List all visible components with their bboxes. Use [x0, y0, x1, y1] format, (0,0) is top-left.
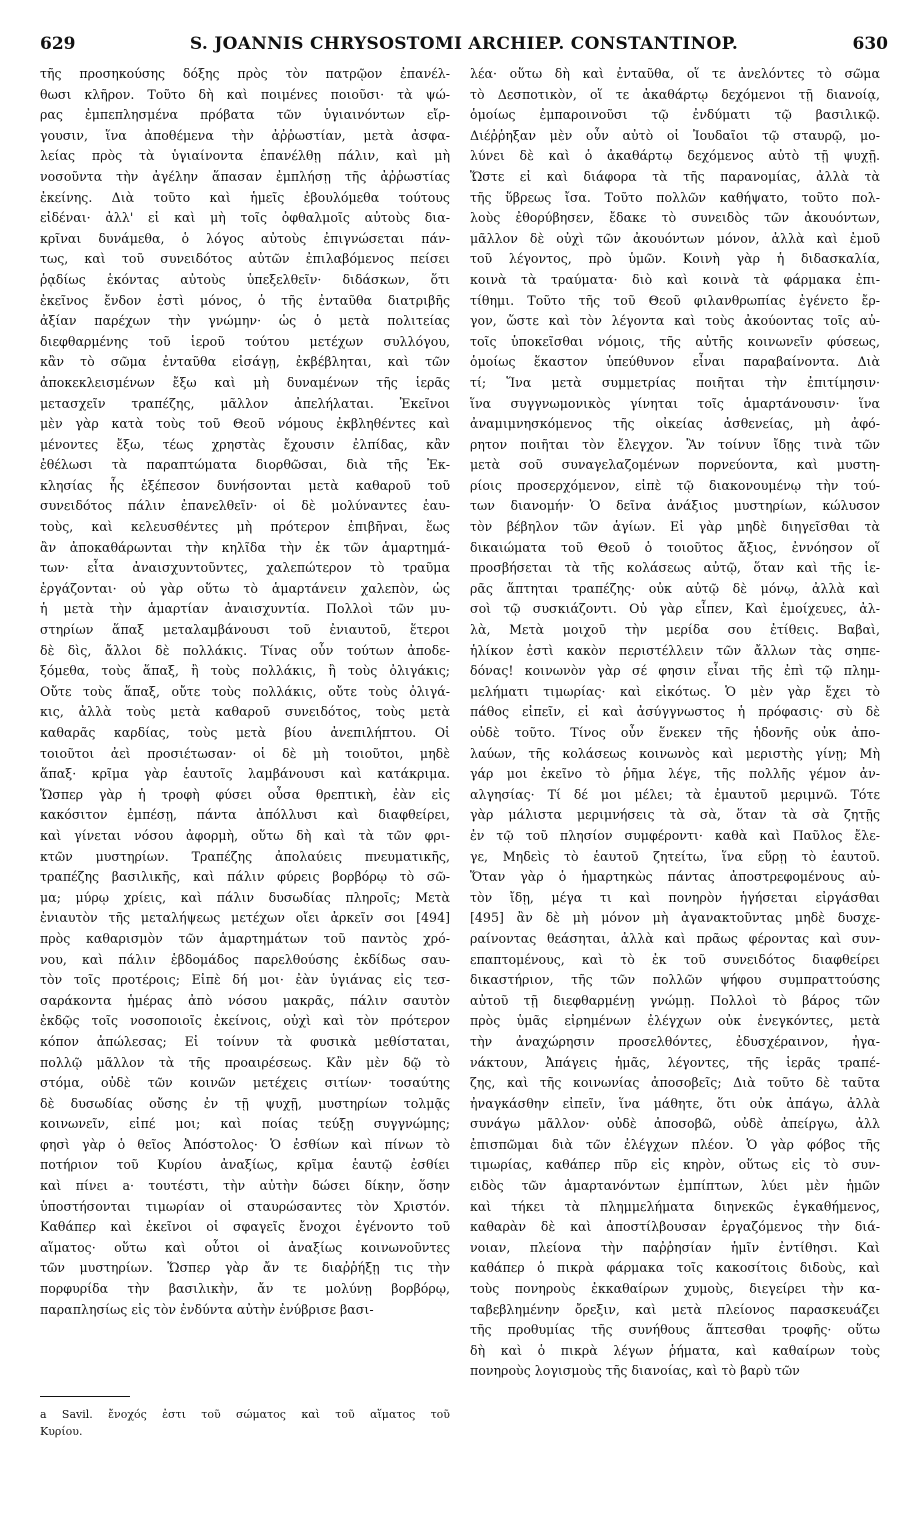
text-line: πονηροὺς λογισμοὺς τῆς διανοίας, καὶ τὸ βαρὺ τῶν — [470, 1363, 800, 1379]
text-line: τῆς προσηκούσης δόξης πρὸς τὸν πατρῷον ἐπανέλ- — [40, 66, 450, 81]
text-line: τῆς προθυμίας τῆς συνήθους ἅπτεσθαι τροφῆς· οὕτω — [470, 1322, 880, 1338]
text-line: ζης, καὶ τῆς κοινωνίας ἀποσοβεῖς; Διὰ τοῦτο δὲ ταῦτα — [470, 1075, 880, 1091]
text-line: ὁμοίως ἐμπαροινοῦσι τῷ ἐνδύματι τῷ βασιλικῷ. — [470, 107, 880, 123]
text-line: γὰρ μάλιστα μεριμνήσεις τὰ σὰ, ὅταν τὰ σὰ ζητῇς — [470, 807, 880, 823]
text-line: νοσοῦντα τὴν ἀγέλην ἅπασαν ἐμπλήσῃ τῆς ἀῤῥωστίας — [40, 168, 450, 184]
left-column — [40, 64, 450, 1320]
text-line: δὲ δυσωδίας οὔσης ἐν τῇ ψυχῇ, μυστηρίων τολμᾷς — [40, 1095, 450, 1111]
text-line: παραπλησίως εἰς τὸν ἐνδύντα αὐτὴν ἐνύβρισε βασι- — [40, 1301, 374, 1317]
text-line: νου, καὶ πάλιν ἑβδομάδος παρελθούσης ἐκδίδως σαυ- — [40, 951, 450, 967]
text-line: ρας ἐμπεπλησμένα πρόβατα τῶν ὑγιαινόντων εἴρ- — [40, 107, 450, 123]
text-line: πάθος εἰπεῖν, εἰ καὶ ἀσύγγνωστος ἡ πρόφασις· σὺ δὲ — [470, 704, 880, 720]
text-line: των· εἶτα ἀναισχυντοῦντες, χαλεπώτερον τὸ τραῦμα — [40, 560, 450, 576]
text-line: κἂν τὸ σῶμα ἐνταῦθα εἰσάγῃ, ἐκβέβληται, καὶ τῶν — [40, 354, 450, 370]
text-line: τοιοῦτοι ἀεὶ προσιέτωσαν· οἱ δὲ μὴ τοιοῦτοι, μηδὲ — [40, 745, 450, 761]
text-line: λὰ, Μετὰ μοιχοῦ τὴν μερίδα σου ἐτίθεις. Βαβαὶ, — [470, 622, 880, 638]
text-line: ἐνιαυτὸν τῆς μεταλήψεως μετέχων οἴει ἀρκεῖν σοι [494] — [40, 910, 450, 926]
text-line: αλγησίας· Τί δέ μοι μέλει; τὰ ἐμαυτοῦ μεριμνῶ. Τότε — [470, 786, 880, 802]
text-line: ρᾶς ἅπτηται τραπέζης· οὐκ αὐτῷ δὲ μόνῳ, ἀλλὰ καὶ — [470, 580, 880, 596]
text-line: λύνει δὲ καὶ ὁ ἀκαθάρτῳ δεχόμενος αὐτὸ τῇ ψυχῇ. — [470, 148, 880, 164]
text-line: στηρίων ἅπαξ μεταλαμβάνουσι τοῦ ἐνιαυτοῦ, ἕτεροι — [40, 622, 450, 638]
text-line: των διανομήν· Ὁ δεῖνα ἀνάξιος μυστηρίων, κώλυσον — [470, 498, 880, 514]
text-line: ἐπισπῶμαι διὰ τῶν ἐλέγχων πλέον. Ὁ γὰρ φόβος τῆς — [470, 1136, 880, 1152]
footnote-rule — [40, 1396, 130, 1397]
text-line: ἐργάζονται· οὐ γὰρ οὕτω τὸ ἁμαρτάνειν χαλεπὸν, ὡς — [40, 580, 450, 596]
text-line: ῥᾳδίως ἑκόντας αὐτοὺς ὑπεξελθεῖν· διδάσκων, ὅτι — [40, 271, 450, 287]
text-line: πρὸς ὑμᾶς εἰρημένων ἐλέγχων οὐκ ἐνεγκόντες, μετὰ — [470, 1013, 880, 1029]
text-line: καὶ πίνει a· τουτέστι, τὴν αὐτὴν δώσει δίκην, ὅσην — [40, 1178, 450, 1194]
text-line: δικαιώματα τοῦ Θεοῦ ὁ τοιοῦτος ἄξιος, ἐννόησον οἵ — [470, 539, 880, 555]
text-line: μὲν γὰρ κατὰ τοὺς τοῦ Θεοῦ νόμους ἐκβληθέντες καὶ — [40, 416, 450, 432]
text-line: ἡλίκον ἐστὶ κακὸν περιστέλλειν τῶν ἄλλων τὰς σηπε- — [470, 642, 880, 658]
text-line: αὐτοῦ τῇ διεφθαρμένῃ γνώμῃ. Πολλοὶ τὸ βάρος τῶν — [470, 992, 880, 1008]
text-line: τιμωρίας, καθάπερ πῦρ εἰς κηρὸν, οὕτως εἰς τὸ συν- — [470, 1157, 880, 1173]
text-line: ἐκδῷς τοῖς νοσοποιοῖς ἐκείνοις, οὐχὶ καὶ τὸν πρότερον — [40, 1013, 450, 1029]
text-line: ειδὸς τῶν ἁμαρτανόντων ἐμπίπτων, λύει μὲν ἡμῶν — [470, 1178, 880, 1194]
text-line: τὴν ἀναχώρησιν προσελθόντες, ἐδυσχέραινον, ἠγα- — [470, 1033, 880, 1049]
text-line: ἡ μετὰ τὴν ἁμαρτίαν ἀναισχυντία. Πολλοὶ τῶν μυ- — [40, 601, 450, 617]
text-line: λοὺς ἐθορύβησεν, ἔδακε τὸ συνειδὸς τῶν ἀκουόντων, — [470, 210, 880, 226]
text-line: κακόσιτον ἐμπέσῃ, πάντα ἀπόλλυσι καὶ διαφθείρει, — [40, 807, 450, 823]
text-line: Ὅταν γὰρ ὁ ἡμαρτηκὼς πάντας ἀποστρεφομένους αὐ- — [470, 869, 880, 885]
text-line: σοὶ τῷ συσκιάζοντι. Οὐ γὰρ εἶπεν, Καὶ ἐμοίχευες, ἀλ- — [470, 601, 880, 617]
text-line: ἠναγκάσθην εἰπεῖν, ἵνα μάθητε, ὅτι οὐκ ἀπάγω, ἀλλὰ — [470, 1095, 880, 1111]
text-line: λαύων, τῆς κολάσεως κοινωνὸς καὶ μεριστὴς γίνῃ; Μὴ — [470, 745, 880, 761]
text-line: ὁμοίως ἕκαστον ὑπεύθυνον εἶναι παραβαίνοντα. Διὰ — [470, 354, 880, 370]
text-line: ἐν τῷ τοῦ πλησίον συμφέροντι· καθὰ καὶ Παῦλος ἔλε- — [470, 827, 880, 843]
text-line: οὐδὲ τοῦτο. Τίνος οὖν ἕνεκεν τῆς ἡδονῆς οὐκ ἀπο- — [470, 725, 880, 740]
text-line: ἀξίαν παρέχων τὴν γνώμην· ὡς ὁ μετὰ πολιτείας — [40, 313, 450, 329]
text-line: πολλῷ μᾶλλον τὰ τῆς προαιρέσεως. Κἂν μὲν δῷ τὸ — [40, 1054, 450, 1070]
text-line: δὲ δὶς, ἄλλοι δὲ πολλάκις. Τίνας οὖν τούτων ἀποδε- — [40, 642, 450, 658]
text-line: γε, Μηδεὶς τὸ ἑαυτοῦ ζητείτω, ἵνα εὕρῃ τὸ ἑαυτοῦ. — [470, 848, 880, 864]
text-line: νοιαν, πλείονα τὴν παῤῥησίαν ἡμῖν ἐντίθησι. Καὶ — [470, 1239, 880, 1255]
text-line: ἀναμιμνησκόμενος τῆς οἰκείας ἀσθενείας, μὴ ἀφό- — [470, 416, 880, 432]
footnote-line: Κυρίου. — [40, 1425, 83, 1438]
page-number-left: 629 — [40, 34, 76, 54]
text-line: γουσιν, ἵνα ἀποθέμενα τὴν ἀῤῥωστίαν, μετὰ ἀσφα- — [40, 127, 450, 143]
text-line: στόμα, οὐδὲ τῶν κοινῶν μετέχεις σιτίων· τοσαύτης — [40, 1075, 450, 1091]
text-line: συνειδότος πάλιν ἐπανελθεῖν· οἱ δὲ μολύναντες ἑαυ- — [40, 498, 450, 514]
text-line: πρὸς καθαρισμὸν τῶν ἁμαρτημάτων τοῦ παντὸς χρό- — [40, 930, 450, 946]
text-line: γάρ μοι ἐκεῖνο τὸ ῥῆμα λέγε, τῆς πολλῆς γέμον ἀν- — [470, 766, 880, 782]
text-line: τοῦ λέγοντος, πρὸ ὑμῶν. Κοινὴ γὰρ ἡ διδασκαλία, — [470, 251, 880, 267]
text-line: ἅπαξ· κρῖμα γὰρ ἑαυτοῖς λαμβάνουσι καὶ κατάκριμα. — [40, 766, 450, 782]
text-line: μετασχεῖν τραπέζης, μᾶλλον ἀπελήλαται. Ἐκεῖνοι — [40, 395, 450, 411]
text-line: τῶν μυστηρίων. Ὥσπερ γὰρ ἄν τε διαῤῥήξῃ τις τὴν — [40, 1260, 450, 1276]
text-line: τὸν ἴδῃ, μέγα τι καὶ πονηρὸν ἡγήσεται εἰργάσθαι — [470, 889, 880, 905]
text-line: λέα· οὕτω δὴ καὶ ἐνταῦθα, οἵ τε ἀνελόντες τὸ σῶμα — [470, 66, 880, 81]
running-header — [40, 34, 888, 56]
text-line: ρίοις προσερχόμενον, εἰπὲ τῷ διακονουμένῳ τὴν τού- — [470, 477, 880, 493]
text-line: ποτήριον τοῦ Κυρίου ἀναξίως, κρῖμα ἑαυτῷ ἐσθίει — [40, 1157, 450, 1173]
text-line: αἵματος· οὕτω καὶ οὗτοι οἱ ἀναξίως κοινωνοῦντες — [40, 1239, 450, 1255]
text-line: θωσι κλῆρον. Τοῦτο δὴ καὶ ποιμένες ποιοῦσι· τὰ ψώ- — [40, 86, 450, 102]
text-line: τὸν βέβηλον τῶν ἁγίων. Εἰ γὰρ μηδὲ διηγεῖσθαι τὰ — [470, 519, 880, 535]
text-line: Οὔτε τοὺς ἅπαξ, οὔτε τοὺς πολλάκις, οὔτε τοὺς ὀλιγά- — [40, 683, 450, 699]
text-line: επαπτομένους, καὶ τὸ ἐκ τοῦ συνειδότος διαφθείρει — [470, 951, 880, 967]
text-line: ρητον ποιῆται τὸν ἔλεγχον. Ἂν τοίνυν ἴδῃς τινὰ τῶν — [470, 436, 880, 452]
text-line: κλησίας ἧς ἐξέπεσον δυνήσονται μετὰ καθαροῦ τοῦ — [40, 477, 450, 493]
text-line: δικαστήριον, τῆς τῶν πολλῶν ψήφου συμπραττούσης — [470, 972, 880, 988]
text-line: [495] ἂν δὲ μὴ μόνον μὴ ἀγανακτοῦντας μηδὲ δυσχε- — [470, 910, 880, 926]
text-line: Διέῤῥηξαν μὲν οὖν αὐτὸ οἱ Ἰουδαῖοι τῷ σταυρῷ, μο- — [470, 127, 880, 143]
text-line: σαράκοντα ἡμέρας ἀπὸ νόσου μακρᾶς, πάλιν σαυτὸν — [40, 992, 450, 1008]
text-line: Καθάπερ καὶ ἐκεῖνοι οἱ σφαγεῖς ἔνοχοι ἐγένοντο τοῦ — [40, 1219, 450, 1235]
text-line: τῆς ὕβρεως ἴσα. Τοῦτο πολλῶν καθήψατο, τοῦτο πολ- — [470, 189, 880, 205]
text-line: κόπον ἀπώλεσας; Εἰ τοίνυν τὰ φυσικὰ μεθίσταται, — [40, 1033, 450, 1049]
text-line: νάκτουν, Ἀπάγεις ἡμᾶς, λέγοντες, τῆς ἱερᾶς τραπέ- — [470, 1054, 880, 1070]
text-line: τραπέζης βασιλικῆς, καὶ πάλιν φύρεις βορβόρῳ τὸ σῶ- — [40, 869, 450, 885]
text-line: τί; Ἵνα μετὰ συμμετρίας ποιῆται τὴν ἐπιτίμησιν· — [470, 374, 880, 390]
text-line: κρῖναι δυνάμεθα, ὁ λόγος αὐτοὺς ἐπιγνώσεται πάν- — [40, 230, 450, 246]
text-line: ξόμεθα, τοὺς ἅπαξ, ἢ τοὺς πολλάκις, ἢ τοὺς ὀλιγάκις; — [40, 663, 450, 679]
text-line: μελήματι τιμωρίας· καὶ εἰκότως. Ὁ μὲν γὰρ ἔχει τὸ — [470, 683, 880, 699]
text-line: πορφυρίδα τὴν βασιλικὴν, ἄν τε μολύνῃ βορβόρῳ, — [40, 1281, 450, 1297]
text-line: φησὶ γὰρ ὁ θεῖος Ἀπόστολος· Ὁ ἐσθίων καὶ πίνων τὸ — [40, 1136, 450, 1152]
running-title: S. JOANNIS CHRYSOSTOMI ARCHIEP. CONSTANTINOP. — [189, 34, 739, 54]
text-line: ἀποκεκλεισμένων ἔξω καὶ μὴ δυναμένων τῆς ἱερᾶς — [40, 374, 450, 390]
text-line: ραίνοντας θεάσηται, ἀλλὰ καὶ πρᾶως φέροντας καὶ συν- — [470, 930, 880, 946]
text-line: τίθημι. Τοῦτο τῆς τοῦ Θεοῦ φιλανθρωπίας ἐγένετο ἔρ- — [470, 292, 880, 308]
text-line: κις, ἀλλὰ τοὺς μετὰ καθαροῦ συνειδότος, τοὺς μετὰ — [40, 704, 450, 720]
footnote — [40, 1406, 450, 1440]
text-line: ἐκεῖνος ἔνδον ἐστὶ μόνος, ὁ τῆς ἐνταῦθα διατριβῆς — [40, 292, 450, 308]
text-line: γον, ὥστε καὶ τὸν λέγοντα καὶ τοὺς ἀκούοντας τοῖς αὐ- — [470, 313, 880, 329]
footnote-line: a Savil. ἔνοχός ἐστι τοῦ σώματος καὶ τοῦ αἵματος τοῦ — [40, 1408, 450, 1421]
text-line: κτῶν μυστηρίων. Τραπέζης ἀπολαύεις πνευματικῆς, — [40, 848, 450, 864]
text-line: δὴ καὶ ὁ πικρὰ λέγων ῥήματα, καὶ καθαίρων τοὺς — [470, 1342, 880, 1358]
text-line: Ὥστε εἰ καὶ διάφορα τὰ τῆς παρανομίας, ἀλλὰ τὰ — [470, 168, 880, 184]
text-line: τὸ Δεσποτικὸν, οἵ τε ἀκαθάρτῳ δεχόμενοι τῇ διανοίᾳ, — [470, 86, 880, 102]
text-line: μένοντες ἔξω, τέως χρηστὰς ἔχουσιν ἐλπίδας, κἂν — [40, 436, 450, 452]
text-line: καὶ τήκει τὰ πλημμελήματα διηνεκῶς ἐγκαθήμενος, — [470, 1198, 880, 1214]
text-line: καὶ γίνεται νόσου ἀφορμὴ, οὕτω δὴ καὶ τὰ τῶν φρι- — [40, 827, 450, 843]
text-line: λείας πρὸς τὰ ὑγιαίνοντα ἐπανέλθῃ πάλιν, καὶ μὴ — [40, 148, 450, 164]
text-line: καθαρὰν δὲ καὶ ἀποστίλβουσαν ἐργαζόμενος τὴν διά- — [470, 1219, 880, 1235]
text-line: δόνας! κοινωνὸν γὰρ σέ φησιν εἶναι τῆς ἐπὶ τῷ πλημ- — [470, 663, 880, 679]
text-line: μετὰ σοῦ συναγελαζομένων πορνεύοντα, καὶ μυστη- — [470, 457, 880, 473]
text-line: μᾶλλον δὲ οὐχὶ τῶν ἀκουόντων μόνον, ἀλλὰ καὶ ἐμοῦ — [470, 230, 880, 246]
text-line: τοὺς πονηροὺς ἐκκαθαίρων χυμοὺς, διεγείρει τὴν κα- — [470, 1281, 880, 1297]
text-line: Ὥσπερ γὰρ ἡ τροφὴ φύσει οὖσα θρεπτικὴ, ἐὰν εἰς — [40, 786, 450, 802]
text-line: τοὺς, καὶ κελευσθέντες μὴ πρότερον ἐπιβῆναι, ἕως — [40, 519, 450, 535]
text-line: ἂν ἀποκαθάρωνται τὴν κηλῖδα τὴν ἐκ τῶν ἁμαρτημά- — [40, 539, 450, 555]
text-line: ἐθέλωσι τὰ παραπτώματα διορθῶσαι, διὰ τῆς Ἐκ- — [40, 457, 450, 473]
text-line: ταβεβλημένην ὄρεξιν, καὶ μετὰ πλείονος παρασκευάζει — [470, 1301, 880, 1317]
text-line: ἵνα συγγνωμονικὸς γίνηται τοῖς ἁμαρτάνουσιν· ἵνα — [470, 395, 880, 411]
page-number-right: 630 — [852, 34, 888, 54]
right-column — [470, 64, 880, 1382]
text-line: διεφθαρμένης τοῦ ἱεροῦ τούτου μετέχων συλλόγου, — [40, 333, 450, 349]
text-line: καθαρᾶς καρδίας, τοὺς μετὰ βίου ἀνεπιλήπτου. Οἱ — [40, 725, 450, 740]
text-line: ὑποστήσονται τιμωρίαν οἱ σταυρώσαντες τὸν Χριστόν. — [40, 1198, 450, 1214]
text-line: τὸν τοῖς προτέροις; Εἰπὲ δή μοι· ἐὰν ὑγιάνας εἰς τεσ- — [40, 972, 450, 988]
text-line: μα; μύρῳ χρίεις, καὶ πάλιν δυσωδίας πληροῖς; Μετὰ — [40, 889, 450, 905]
text-line: κοινὰ τὰ τραύματα· διὸ καὶ κοινὰ τὰ φάρμακα ἐπι- — [470, 271, 880, 287]
text-line: καθάπερ ὁ πικρὰ φάρμακα τοῖς κακοσίτοις διδοὺς, καὶ — [470, 1260, 880, 1276]
text-line: τοῖς ὑποκεῖσθαι νόμοις, τῆς αὐτῆς κοινωνεῖν φύσεως, — [470, 333, 880, 349]
text-line: ἐκείνης. Διὰ τοῦτο καὶ ἡμεῖς ἐβουλόμεθα τούτους — [40, 189, 450, 205]
text-line: εἰδέναι· ἀλλ' εἰ καὶ μὴ τοῖς ὀφθαλμοῖς αὐτοὺς δια- — [40, 210, 450, 226]
text-line: συνάγω μᾶλλον· οὐδὲ ἀποσοβῶ, οὐδὲ ἀπείργω, ἀλλ — [470, 1116, 880, 1132]
text-line: τως, καὶ τοῦ συνειδότος αὐτῶν ἐπιλαβόμενος πείσει — [40, 251, 450, 267]
text-line: κοινωνεῖν, εἰπέ μοι; καὶ ποίας τεύξῃ συγγνώμης; — [40, 1116, 450, 1132]
text-line: προσβήσεται τὰ τῆς κολάσεως αὐτῷ, ὅταν καὶ τῆς ἱε- — [470, 560, 880, 576]
